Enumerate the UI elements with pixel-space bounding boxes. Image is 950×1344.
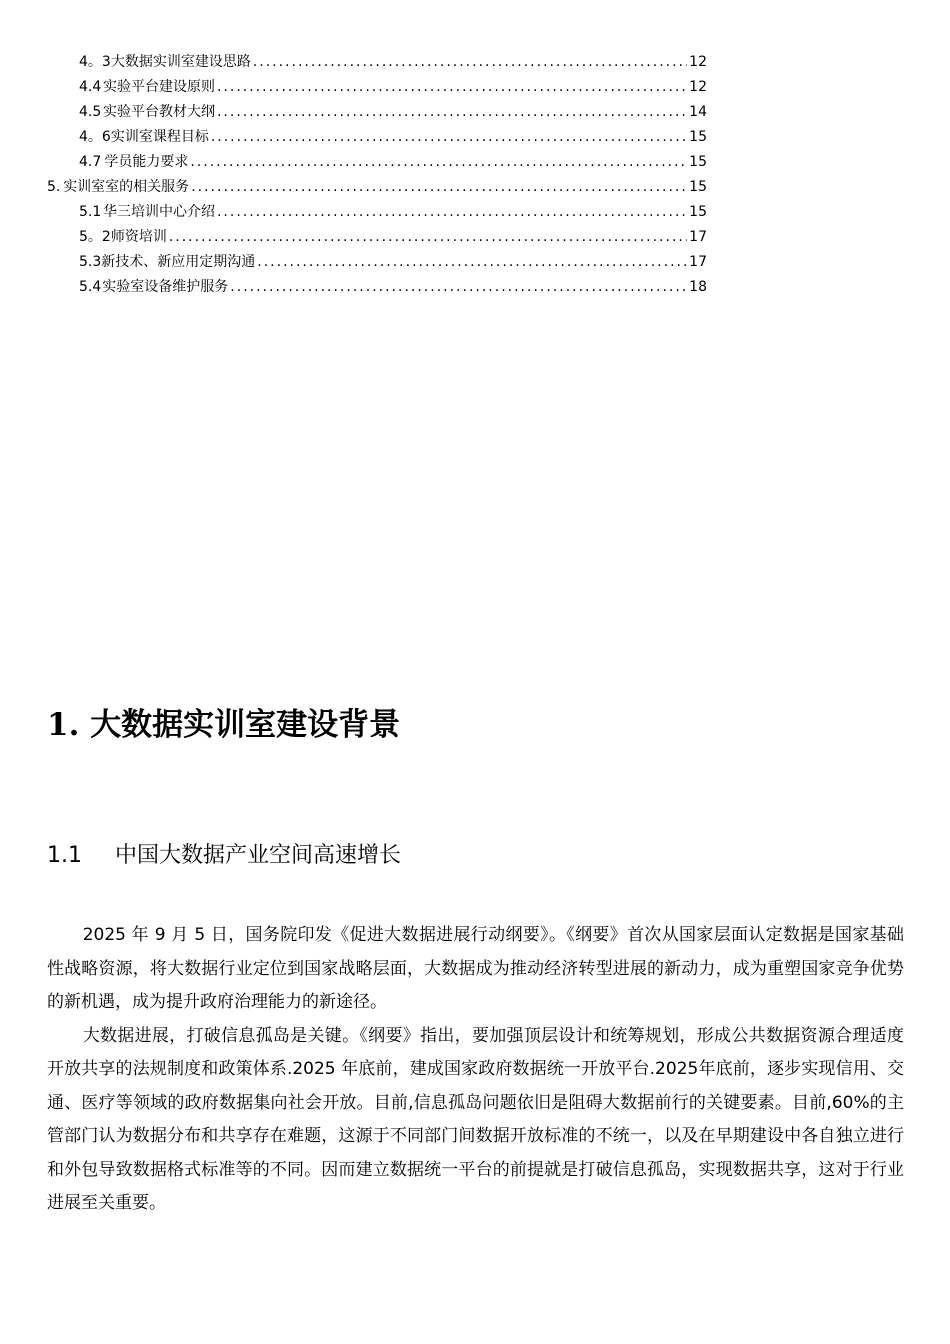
toc-leader-dots: [257, 251, 687, 273]
toc-entry[interactable]: [79, 251, 707, 273]
section-number: 1.1: [47, 843, 82, 868]
toc-entry-page: 14: [689, 104, 707, 120]
section-heading-1: 1. 大数据实训室建设背景: [47, 707, 401, 743]
toc-leader-dots: [230, 276, 687, 298]
toc-entry-number: 5.3: [79, 254, 102, 270]
toc-entry-number: 4。6: [79, 129, 111, 145]
toc-entry[interactable]: [79, 76, 707, 98]
toc-entry[interactable]: [79, 101, 707, 123]
toc-leader-dots: [191, 176, 687, 198]
toc-entry-number: 5。2: [79, 229, 111, 245]
toc-entry-title: 实验平台建设原则: [102, 79, 215, 95]
toc-leader-dots: [217, 76, 687, 98]
toc-entry[interactable]: [79, 276, 707, 298]
paragraph: 2025 年 9 月 5 日，国务院印发《促进大数据进展行动纲要》。《纲要》首次从国家层面认定数据是国家基础性战略资源，将大数据行业定位到国家战略层面，大数据成为推动经济转型进展的新动力，成为重塑国家竞争优势的新机遇，成为提升政府治理能力的新途径。: [47, 925, 904, 1012]
toc-leader-dots: [169, 226, 687, 248]
toc-entry-title: 实训室室的相关服务: [63, 179, 190, 195]
toc-entry-title: 大数据实训室建设思路: [110, 54, 251, 70]
toc-entry-page: 17: [689, 229, 707, 245]
toc-entry-number: 4.7: [79, 154, 102, 170]
toc-entry-page: 12: [689, 54, 707, 70]
toc-leader-dots: [211, 126, 687, 148]
toc-leader-dots: [253, 51, 687, 73]
toc-entry-title: 师资培训: [110, 229, 167, 245]
toc-entry-page: 18: [689, 279, 707, 295]
toc-entry-title: 华三培训中心介绍: [102, 204, 215, 220]
toc-entry-page: 15: [689, 129, 707, 145]
toc-entry-number: 4.5: [79, 104, 102, 120]
body-text: [47, 919, 904, 1221]
toc-leader-dots: [190, 151, 687, 173]
toc-entry[interactable]: [79, 201, 707, 223]
toc-leader-dots: [217, 201, 687, 223]
toc-entry[interactable]: [79, 151, 707, 173]
toc-entry-page: 15: [689, 154, 707, 170]
toc-entry-title: 新技术、新应用定期沟通: [101, 254, 256, 270]
toc-entry-number: 5.1: [79, 204, 102, 220]
toc-entry-page: 12: [689, 79, 707, 95]
toc-entry-page: 15: [689, 204, 707, 220]
toc-entry-page: 17: [689, 254, 707, 270]
toc-entry[interactable]: [79, 51, 707, 73]
toc-entry-number: 4。3: [79, 54, 111, 70]
toc-entry-page: 15: [689, 179, 707, 195]
toc-entry-title: 实验平台教材大纲: [102, 104, 215, 120]
toc-entry-title: 实训室课程目标: [110, 129, 209, 145]
section-heading-1-1: [47, 838, 401, 874]
toc-entry[interactable]: [47, 176, 707, 198]
toc-entry-number: 5.4: [79, 279, 102, 295]
toc-leader-dots: [217, 101, 687, 123]
toc-entry-title: 学员能力要求: [104, 154, 189, 170]
toc-entry[interactable]: [79, 126, 707, 148]
toc-entry-number: 4.4: [79, 79, 102, 95]
section-title: 中国大数据产业空间高速增长: [115, 843, 402, 868]
toc-entry-title: 实验室设备维护服务: [102, 279, 229, 295]
toc-entry-number: 5.: [47, 179, 61, 195]
toc-entry[interactable]: [79, 226, 707, 248]
paragraph: 大数据进展，打破信息孤岛是关键。《纲要》指出，要加强顶层设计和统筹规划，形成公共数据资源合理适度开放共享的法规制度和政策体系.2025 年底前，建成国家政府数据统一开放平台.2025年底前，逐步实现信用、交通、医疗等领域的政府数据集向社会开放。目前,信息孤岛问题依旧是阻碍大数据前行的关键要素。目前,60%的主管部门认为数据分布和共享存在难题，这源于不同部门间数据开放标准的不统一，以及在早期建设中各自独立进行和外包导致数据格式标准等的不同。因而建立数据统一平台的前提就是打破信息孤岛，实现数据共享，这对于行业进展至关重要。: [47, 1025, 904, 1213]
